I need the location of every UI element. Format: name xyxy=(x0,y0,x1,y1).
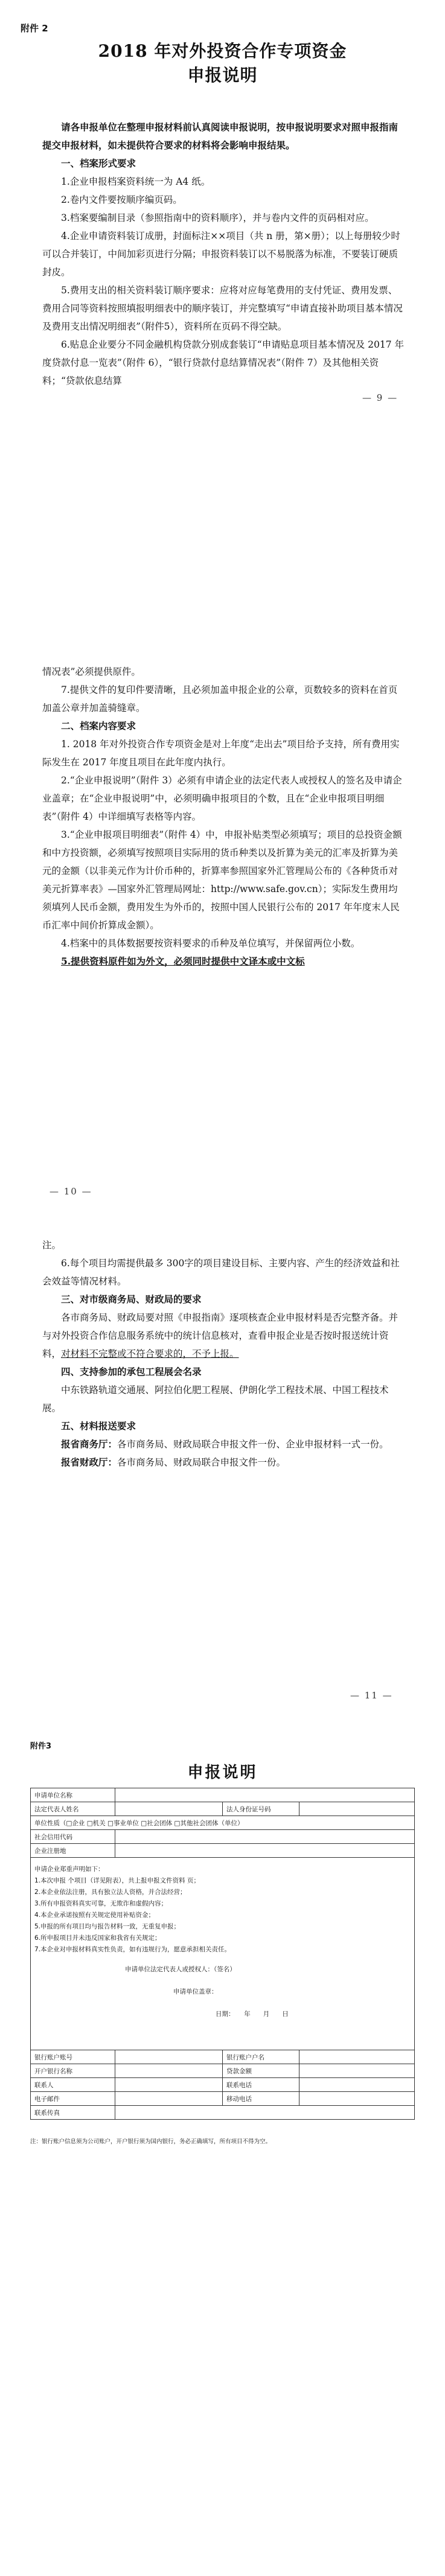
contact-field[interactable] xyxy=(115,2078,222,2092)
address-field[interactable] xyxy=(115,1844,414,1858)
field-label: 社会信用代码 xyxy=(31,1830,115,1844)
field-label: 开户银行名称 xyxy=(31,2064,115,2078)
field-label: 联系人 xyxy=(31,2078,115,2092)
field-label: 移动电话 xyxy=(222,2092,299,2106)
paragraph: 3.档案要编制目录（参照指南中的资料顺序），并与卷内文件的页码相对应。 xyxy=(61,212,374,223)
page-10 xyxy=(0,658,445,1213)
application-form xyxy=(30,1788,415,2120)
paragraph: 1. 2018 年对外投资合作专项资金是对上年度“走出去”项目给予支持，所有费用实际发生在 2017 年度且项目在此年度内执行。 xyxy=(42,739,400,768)
loan-amount-field[interactable] xyxy=(299,2064,415,2078)
ownership-checkboxes[interactable]: 单位性质（□企业 □机关 □事业单位 □社会团体 □其他社会团体（单位） xyxy=(31,1816,415,1830)
field-label: 联系传真 xyxy=(31,2106,115,2120)
paragraph: 4.企业申请资料装订成册，封面标注××项目（共 n 册，第×册）；以上每册较少时可以合并装订，中间加彩页进行分隔；申报资料装订以不易脱落为标准，不要装订硬质封皮。 xyxy=(42,231,400,278)
annex-label: 附件 2 xyxy=(21,23,48,34)
bank-name-field[interactable] xyxy=(115,2064,222,2078)
field-label: 电子邮件 xyxy=(31,2092,115,2106)
paragraph: 7.提供文件的复印件要清晰，且必须加盖申报企业的公章，页数较多的资料在首页加盖公章并加盖骑缝章。 xyxy=(42,684,398,713)
paragraph: 报省财政厅：各市商务局、财政局联合申报文件一份。 xyxy=(61,1456,286,1468)
section-heading: 四、支持参加的承包工程展会名录 xyxy=(61,1366,202,1377)
field-label: 法人身份证号码 xyxy=(222,1802,299,1816)
paragraph: 2.卷内文件要按顺序编页码。 xyxy=(61,194,182,205)
paragraph: 4.档案中的具体数据要按资料要求的币种及单位填写，并保留两位小数。 xyxy=(61,938,360,949)
paragraph: 中东铁路轨道交通展、阿拉伯化肥工程展、伊朗化学工程技术展、中国工程技术展。 xyxy=(42,1385,389,1414)
form-title: 申报说明 xyxy=(187,1764,258,1782)
bank-account-field[interactable] xyxy=(115,2050,222,2064)
paragraph: 6.贴息企业要分不同金融机构贷款分别成套装订“申请贴息项目基本情况及 2017 年度贷款付息一览表”（附件 6），“银行贷款付息结算情况表”（附件 7）及其他相关资料；“贷款依息结算 xyxy=(42,339,405,386)
paragraph: 各市商务局、财政局要对照《申报指南》逐项核查企业申报材料是否完整齐备。并与对外投资合作信息服务系统中的统计信息核对，查看申报企业是否按时报送统计资料，对材料不完整或不符合要求的，不予上报。 xyxy=(42,1312,399,1359)
page-9 xyxy=(0,0,445,658)
paragraph: 1.企业申报档案资料统一为 A4 纸。 xyxy=(61,176,211,187)
paragraph: 3.“企业申报项目明细表”（附件 4）中，申报补贴类型必须填写；项目的总投资金额和中方投资额，必须填写按照项目实际用的货币种类以及折算为美元的汇率及折算为美元的金额（以非美元作为计价币种的，折算率参照国家外汇管理局公布的《各种货币对美元折算率表》—国家外汇管理局网址：http://www.safe.gov.cn）；实际发生费用均须填列人民币金额，费用发生为外币的，按照中国人民银行公布的 2017 年年度末人民币汇率中间价折算成金额）。 xyxy=(42,829,402,931)
signature-line: 申请单位法定代表人或授权人：（签名） xyxy=(125,1966,236,1973)
page-body xyxy=(42,118,405,390)
field-label: 联系电话 xyxy=(222,2078,299,2092)
page-body xyxy=(42,1236,405,1471)
paragraph: 注。 xyxy=(42,1240,62,1251)
section-heading: 五、材料报送要求 xyxy=(61,1421,136,1432)
intro-paragraph: 请各申报单位在整理申报材料前认真阅读申报说明，按申报说明要求对照申报指南提交申报材料，如未提供符合要求的材料将会影响申报结果。 xyxy=(42,121,399,151)
underlined-requirement: 对材料不完整或不符合要求的，不予上报。 xyxy=(61,1348,239,1359)
field-label: 企业注册地 xyxy=(31,1844,115,1858)
paragraph: 5.费用支出的相关资料装订顺序要求：应将对应每笔费用的支付凭证、费用发票、费用合同等资料按照填报明细表中的顺序装订，并完整填写“申请直接补助项目基本情况及费用支出情况明细表”（附件5），资料所在页码不得空缺。 xyxy=(42,285,403,332)
paragraph: 报省商务厅：各市商务局、财政局联合申报文件一份、企业申报材料一式一份。 xyxy=(61,1438,389,1450)
section-heading: 三、对市级商务局、财政局的要求 xyxy=(61,1294,202,1305)
field-label: 银行账户账号 xyxy=(31,2050,115,2064)
page-number: — 9 — xyxy=(362,392,399,403)
page-body xyxy=(42,663,405,971)
paragraph: 情况表”必须提供原件。 xyxy=(42,666,141,677)
paragraph: 6.每个项目均需提供最多 300字的项目建设目标、主要内容、产生的经济效益和社会效益等情况材料。 xyxy=(42,1258,400,1287)
mobile-field[interactable] xyxy=(299,2092,415,2106)
field-label: 申请单位名称 xyxy=(31,1788,115,1802)
date-line: 日期： 年 月 日 xyxy=(216,2010,289,2018)
doc-title: 2018 年对外投资合作专项资金 xyxy=(98,41,347,61)
doc-subtitle: 申报说明 xyxy=(187,65,258,85)
field-label: 银行账户户名 xyxy=(222,2050,299,2064)
paragraph: 5.提供资料原件如为外文，必须同时提供中文译本或中文标 xyxy=(61,955,305,967)
field-label: 贷款金额 xyxy=(222,2064,299,2078)
phone-field[interactable] xyxy=(299,2078,415,2092)
page-11 xyxy=(0,1213,445,1720)
fax-field[interactable] xyxy=(115,2106,414,2120)
form-footnote: 注：银行账户信息须为公司账户，开户银行须为国内银行，务必正确填写，所有项目不得为空。 xyxy=(30,2138,272,2145)
account-name-field[interactable] xyxy=(299,2050,415,2064)
page-number: — 10 — xyxy=(50,1186,92,1197)
annex-label: 附件3 xyxy=(30,1742,52,1751)
seal-line: 申请单位盖章： xyxy=(173,1988,218,1995)
paragraph: 2.“企业申报说明”（附件 3）必须有申请企业的法定代表人或授权人的签名及申请企业盖章；在“企业申报说明”中，必须明确申报项目的个数，且在“企业申报项目明细表”（附件 4）中详细填写表格等内容。 xyxy=(42,775,402,822)
id-number-field[interactable] xyxy=(299,1802,415,1816)
legal-rep-field[interactable] xyxy=(115,1802,222,1816)
email-field[interactable] xyxy=(115,2092,222,2106)
credit-code-field[interactable] xyxy=(115,1830,414,1844)
annex3-form-page xyxy=(0,1720,445,2576)
company-name-field[interactable] xyxy=(115,1788,414,1802)
field-label: 法定代表人姓名 xyxy=(31,1802,115,1816)
section-heading: 二、档案内容要求 xyxy=(61,721,136,732)
declaration-block: 申请企业郑重声明如下： 1.本次申报 个项目（详见附表），共上报申报文件资料 页； 2.本企业依法注册，具有独立法人资格，并合法经营； 3.所有申报资料真实可靠，无欺诈和虚假内容； 4.本企业承诺按照有关规定使用补贴资金； 5.申报的所有项目均与报告材料一致，无重复申报； 6.所申报项目并未违反国家和我省有关规定； 7.本企业对申报材料真实性负责，如有违规行为，愿意承担相关责任。 申请单位法定代表人或授权人：（签名） 申请单位盖章： 日期： 年 月 日 xyxy=(31,1858,415,2050)
page-number: — 11 — xyxy=(350,1690,393,1701)
section-heading: 一、档案形式要求 xyxy=(61,158,136,169)
